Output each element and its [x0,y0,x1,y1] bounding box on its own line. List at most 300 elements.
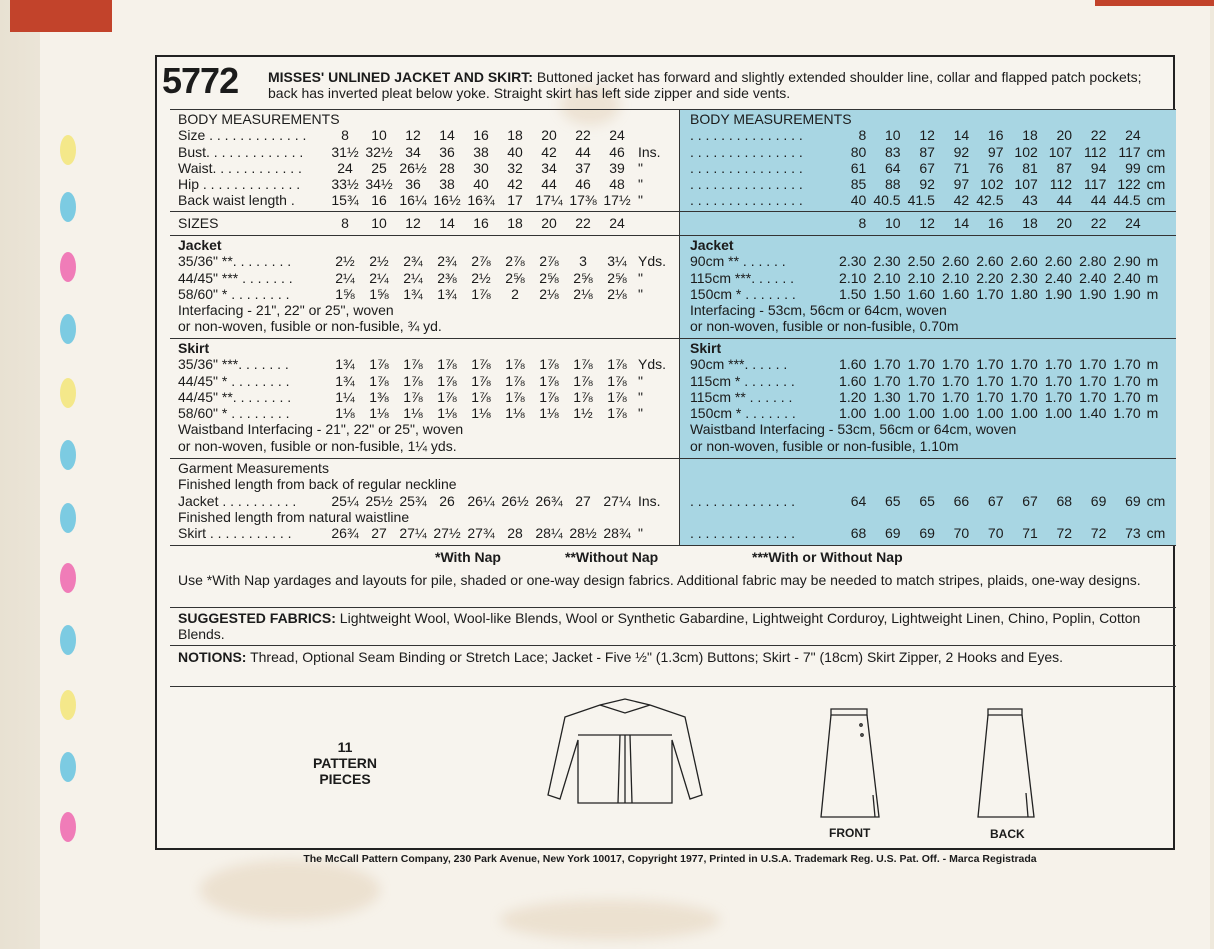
row-value: 1.70 [976,372,1004,389]
row-value: 16 [371,192,387,209]
divider [170,545,1176,546]
divider [170,686,1176,687]
row-unit: m [1146,388,1159,405]
sizes-imperial [178,215,668,231]
row-value: 112 [1084,143,1107,160]
row-value: 12 [919,127,935,144]
row-value: 117 [1084,176,1107,193]
row-value: 26 [439,492,455,509]
interfacing-note: or non-woven, fusible or non-fusible, 0.70m [690,318,959,335]
row-value: 71 [953,159,970,176]
row-unit: m [1146,356,1159,373]
row-value: 67 [919,159,935,176]
row-value: 24 [609,127,625,144]
table-row [178,160,668,176]
notions [178,649,1168,665]
row-value: 32½ [365,143,393,160]
table-row [690,286,1177,302]
row-value: 1½ [573,405,593,422]
row-value: 1.30 [873,388,901,405]
row-label: Waist. . . . . . . . . . . . [178,159,302,176]
row-value: 64 [885,159,901,176]
row-value: 1⅝ [369,285,389,302]
suggested-fabrics [178,610,1168,642]
row-value: 2⅛ [607,285,627,302]
row-value: 26½ [399,159,427,176]
row-value: 64 [850,492,867,509]
notions-text: Thread, Optional Seam Binding or Stretch Lace; Jacket - Five ½" (1.3cm) Buttons; Skirt - 7" (18cm) Skirt Zipper, 2 Hooks and Eyes. [246,649,1064,665]
row-value: 42 [507,176,523,193]
row-label: . . . . . . . . . . . . . . . [690,192,803,209]
row-value: 12 [919,215,935,231]
color-dot [60,314,76,344]
row-value: 14 [953,127,970,144]
table-row [178,405,668,421]
table-row [178,286,668,302]
color-dot [60,378,76,408]
row-value: 1⅞ [539,388,559,405]
row-value: 81 [1022,159,1038,176]
row-unit: m [1146,372,1159,389]
divider [170,235,680,236]
row-value: 2 [511,285,519,302]
row-value: 76 [987,159,1004,176]
red-corner [1095,0,1214,6]
interfacing-note: or non-woven, fusible or non-fusible, 1.10m [690,437,959,454]
row-value: 1.70 [873,372,901,389]
color-dot [60,192,76,222]
table-row [178,144,668,160]
row-value: 122 [1117,176,1141,193]
color-dot [60,135,76,165]
row-value: 1.70 [941,372,970,389]
row-value: 1.50 [873,285,901,302]
row-value: 31½ [331,143,359,160]
garment-skirt-metric [690,525,1177,541]
row-value: 17½ [603,192,631,209]
row-value: 1.00 [941,405,970,422]
row-value: 1¾ [335,372,355,389]
row-value: 1⅞ [505,372,525,389]
row-value: 40 [507,143,523,160]
section-title: BODY MEASUREMENTS [690,111,852,127]
row-value: 26½ [501,492,529,509]
row-value: 24 [609,215,625,231]
row-value: 34½ [365,176,393,193]
row-unit: m [1146,269,1159,286]
table-row [178,493,668,509]
row-value: 1⅛ [539,405,559,422]
row-value: 69 [919,525,935,542]
row-value: 27 [575,492,591,509]
row-value: 88 [885,176,901,193]
row-value: 1.70 [907,388,935,405]
interfacing-note: or non-woven, fusible or non-fusible, ¾ yd. [178,318,442,335]
row-value: 18 [1022,127,1038,144]
table-row [178,525,668,541]
row-label: Jacket . . . . . . . . . . [178,492,297,509]
pieces-label: PIECES [319,771,371,787]
row-value: 1⅞ [437,372,457,389]
row-label: 58/60" * . . . . . . . . [178,285,290,302]
row-value: 8 [858,215,867,231]
row-value: 1.60 [907,285,935,302]
sizes-metric [690,215,1177,231]
row-value: 1.70 [1010,356,1038,373]
row-value: 1.00 [873,405,901,422]
row-label: Bust. . . . . . . . . . . . . [178,143,304,160]
interfacing-note: or non-woven, fusible or non-fusible, 1¼ yds. [178,437,457,454]
row-unit: " [638,192,643,209]
row-value: 46 [609,143,625,160]
row-value: 1.00 [1044,405,1073,422]
row-unit: " [638,372,643,389]
row-value: 25¾ [399,492,427,509]
row-value: 1.00 [907,405,935,422]
row-value: 44 [1056,192,1073,209]
row-value: 48 [609,176,625,193]
row-value: 2.10 [873,269,901,286]
row-value: 2¼ [369,269,389,286]
row-value: 2½ [335,253,355,270]
row-value: 1.70 [907,356,935,373]
row-value: 18 [507,215,523,231]
row-value: 12 [405,215,421,231]
row-value: 1⅞ [505,388,525,405]
row-label: Back waist length . [178,192,295,209]
table-row [690,373,1177,389]
row-value: 40 [473,176,489,193]
table-row [178,373,668,389]
row-value: 34 [541,159,557,176]
section-title: Skirt [690,340,722,356]
row-value: 42 [541,143,557,160]
row-value: 1.70 [941,356,970,373]
row-value: 117 [1118,143,1141,160]
row-value: 44 [541,176,557,193]
row-value: 1.70 [873,356,901,373]
row-value: 2¾ [403,253,423,270]
row-unit: m [1146,405,1159,422]
row-value: 42.5 [976,192,1004,209]
publisher-footer: The McCall Pattern Company, 230 Park Avenue, New York 10017, Copyright 1977, Printed in U.S.A. Trademark Reg. U.S. Pat. Off. - Marca Registrada [303,853,1037,865]
row-value: 1.60 [839,356,867,373]
row-value: 28 [507,525,523,542]
row-label: 44/45" **. . . . . . . . [178,388,292,405]
row-value: 20 [1056,127,1073,144]
row-value: 1⅞ [471,285,491,302]
row-value: 1.50 [839,285,867,302]
row-label: 115cm ** . . . . . . [690,388,793,405]
row-value: 102 [980,176,1004,193]
row-value: 2½ [471,269,491,286]
color-dot [60,503,76,533]
interfacing-note: Interfacing - 53cm, 56cm or 64cm, woven [690,302,947,319]
stain [500,900,720,940]
column-divider [679,110,680,545]
body-measurements-imperial [178,111,668,209]
row-value: 1⅝ [335,285,355,302]
row-value: 92 [953,143,970,160]
row-value: 65 [919,492,935,509]
pattern-description: Buttoned jacket has forward and slightly extended shoulder line, collar and flapped patch pockets; back has inverted pleat below yoke. Straight skirt has left side zipper and side vents. [268,69,1142,101]
row-value: 20 [541,127,557,144]
row-value: 1.70 [1010,372,1038,389]
row-value: 2⅜ [437,269,457,286]
table-row [690,493,1177,509]
row-value: 10 [371,127,387,144]
row-value: 27¼ [603,492,631,509]
row-value: 40 [850,192,867,209]
row-value: 1⅞ [437,356,457,373]
row-value: 70 [953,525,970,542]
row-unit: cm [1146,143,1166,160]
row-value: 14 [439,215,455,231]
row-value: 2⅝ [573,269,593,286]
row-value: 2.40 [1113,269,1141,286]
interfacing-note: Waistband Interfacing - 21", 22" or 25", woven [178,421,464,438]
row-value: 1.70 [1044,372,1073,389]
row-label: SIZES [178,215,219,231]
row-value: 2.20 [976,269,1004,286]
row-label: Hip . . . . . . . . . . . . . [178,176,301,193]
row-label: 35/36" ***. . . . . . . [178,356,289,373]
body-measurements-metric [690,111,1177,209]
row-value: 1.90 [1113,285,1141,302]
row-value: 10 [885,215,901,231]
row-value: 1.70 [976,285,1004,302]
row-value: 2⅛ [573,285,593,302]
row-value: 1.80 [1010,285,1038,302]
row-value: 39 [609,159,625,176]
row-value: 1.00 [1010,405,1038,422]
row-label: 115cm * . . . . . . . [690,372,795,389]
row-value: 28½ [569,525,597,542]
skirt-yardage-imperial [178,340,668,454]
skirt-front-illustration [815,705,885,825]
row-value: 2.40 [1079,269,1107,286]
row-value: 1⅞ [607,356,627,373]
row-value: 2.30 [839,253,867,270]
row-value: 16½ [433,192,461,209]
color-dot [60,625,76,655]
row-value: 1¼ [335,388,355,405]
row-value: 30 [473,159,489,176]
table-row [690,270,1177,286]
row-value: 61 [850,159,867,176]
row-unit [634,215,668,231]
notions-label: NOTIONS: [178,649,247,665]
row-value: 44.5 [1113,192,1141,209]
row-value: 1.70 [1113,356,1141,373]
row-value: 8 [858,127,867,144]
row-value: 25 [371,159,387,176]
table-row [690,160,1177,176]
row-value: 1.70 [1079,372,1107,389]
row-value: 46 [575,176,591,193]
row-value: 1⅞ [403,388,423,405]
row-value: 28 [439,159,455,176]
row-value: 1.70 [1079,356,1107,373]
row-label: 90cm ***. . . . . . [690,356,788,373]
divider [170,607,1176,608]
row-value: 12 [405,127,421,144]
row-value: 69 [885,525,901,542]
row-value: 87 [1056,159,1073,176]
row-value: 1.90 [1044,285,1073,302]
row-unit: cm [1146,159,1166,176]
pieces-number: 11 [337,739,353,755]
row-value: 2⅞ [539,253,559,270]
row-label: . . . . . . . . . . . . . . [690,492,796,509]
row-value: 16 [473,215,489,231]
row-value: 24 [1125,215,1141,231]
row-label: 44/45" * . . . . . . . . [178,372,290,389]
row-label: 115cm ***. . . . . . [690,269,795,286]
row-value: 2⅛ [539,285,559,302]
row-value: 44 [1090,192,1107,209]
row-value: 28¼ [535,525,563,542]
row-unit: Yds. [638,253,667,270]
row-value: 1⅞ [539,372,559,389]
row-label [690,215,834,231]
section-title: Garment Measurements [178,460,329,476]
row-value: 70 [987,525,1004,542]
row-value: 1.20 [839,388,867,405]
color-dot [60,752,76,782]
row-value: 1⅞ [607,388,627,405]
color-dot [60,563,76,593]
divider [170,109,1176,110]
divider [170,211,680,212]
jacket-back-illustration [540,695,710,815]
row-value: 1.70 [1044,356,1073,373]
stain [200,860,380,920]
row-value: 8 [341,215,349,231]
row-value: 3¼ [607,253,627,270]
row-value: 1⅛ [403,405,423,422]
row-label: . . . . . . . . . . . . . . . [690,127,803,144]
row-unit: cm [1146,192,1166,209]
row-unit [634,127,668,143]
row-value: 112 [1049,176,1073,193]
row-value: 1⅞ [471,356,491,373]
color-dot [60,690,76,720]
row-value: 102 [1014,143,1038,160]
row-value: 8 [341,127,349,144]
row-unit: cm [1146,176,1166,193]
row-value: 16 [987,127,1004,144]
section-title: Skirt [178,340,210,356]
row-value: 17⅜ [569,192,597,209]
table-row [690,389,1177,405]
row-value: 1⅞ [539,356,559,373]
pattern-number: 5772 [162,60,239,101]
row-value: 1⅞ [471,388,491,405]
table-row [690,356,1177,372]
row-value: 42 [953,192,970,209]
row-value: 20 [541,215,557,231]
row-value: 41.5 [907,192,935,209]
row-value: 1.00 [839,405,867,422]
row-value: 2.10 [839,269,867,286]
row-value: 25½ [365,492,393,509]
color-dot [60,440,76,470]
row-value: 38 [473,143,489,160]
row-value: 17¼ [535,192,563,209]
row-value: 27¾ [467,525,495,542]
row-value: 2.40 [1044,269,1073,286]
table-row [178,127,668,143]
row-value: 1.00 [976,405,1004,422]
table-row [690,192,1177,208]
jacket-note: Finished length from back of regular neckline [178,476,457,493]
row-value: 66 [953,492,970,509]
row-value: 25¼ [331,492,359,509]
row-value: 94 [1090,159,1107,176]
row-value: 97 [987,143,1004,160]
row-value: 107 [1014,176,1038,193]
row-value: 22 [1090,127,1107,144]
row-unit: " [638,285,643,302]
row-value: 1.70 [941,388,970,405]
row-unit: Yds. [638,356,667,373]
row-value: 1⅛ [335,405,355,422]
row-unit: cm [1146,492,1166,509]
row-value: 16 [987,215,1004,231]
row-unit: cm [1146,525,1166,542]
row-value: 37 [575,159,591,176]
row-label: 150cm * . . . . . . . [690,285,796,302]
color-dot [60,252,76,282]
row-value: 27½ [433,525,461,542]
table-row [690,215,1177,231]
table-row [178,253,668,269]
row-value: 27 [371,525,387,542]
row-value: 2⅝ [607,269,627,286]
row-value: 1⅜ [369,388,389,405]
either-nap-key: ***With or Without Nap [752,549,903,565]
red-corner [10,0,112,32]
row-unit: " [638,405,643,422]
row-value: 87 [919,143,935,160]
row-value: 1.70 [976,356,1004,373]
garment-measurements-imperial [178,460,668,541]
section-title: Jacket [690,237,734,253]
row-value: 2.60 [1044,253,1073,270]
with-nap-key: *With Nap [435,549,501,565]
row-value: 1.70 [1113,405,1141,422]
row-value: 2.10 [907,269,935,286]
row-unit: " [638,159,643,176]
row-value: 26¼ [467,492,495,509]
row-value: 69 [1090,492,1107,509]
row-value: 2⅞ [505,253,525,270]
row-value: 14 [953,215,970,231]
row-value: 2.10 [941,269,970,286]
row-label: . . . . . . . . . . . . . . . [690,176,803,193]
row-value: 3 [579,253,587,270]
row-value: 99 [1125,159,1141,176]
row-value: 17 [507,192,523,209]
pattern-title [268,69,1168,101]
divider [170,645,1176,646]
divider [680,338,1176,339]
row-label: . . . . . . . . . . . . . . [690,525,796,542]
row-label: . . . . . . . . . . . . . . . [690,159,803,176]
row-value: 18 [507,127,523,144]
row-value: 2¼ [403,269,423,286]
